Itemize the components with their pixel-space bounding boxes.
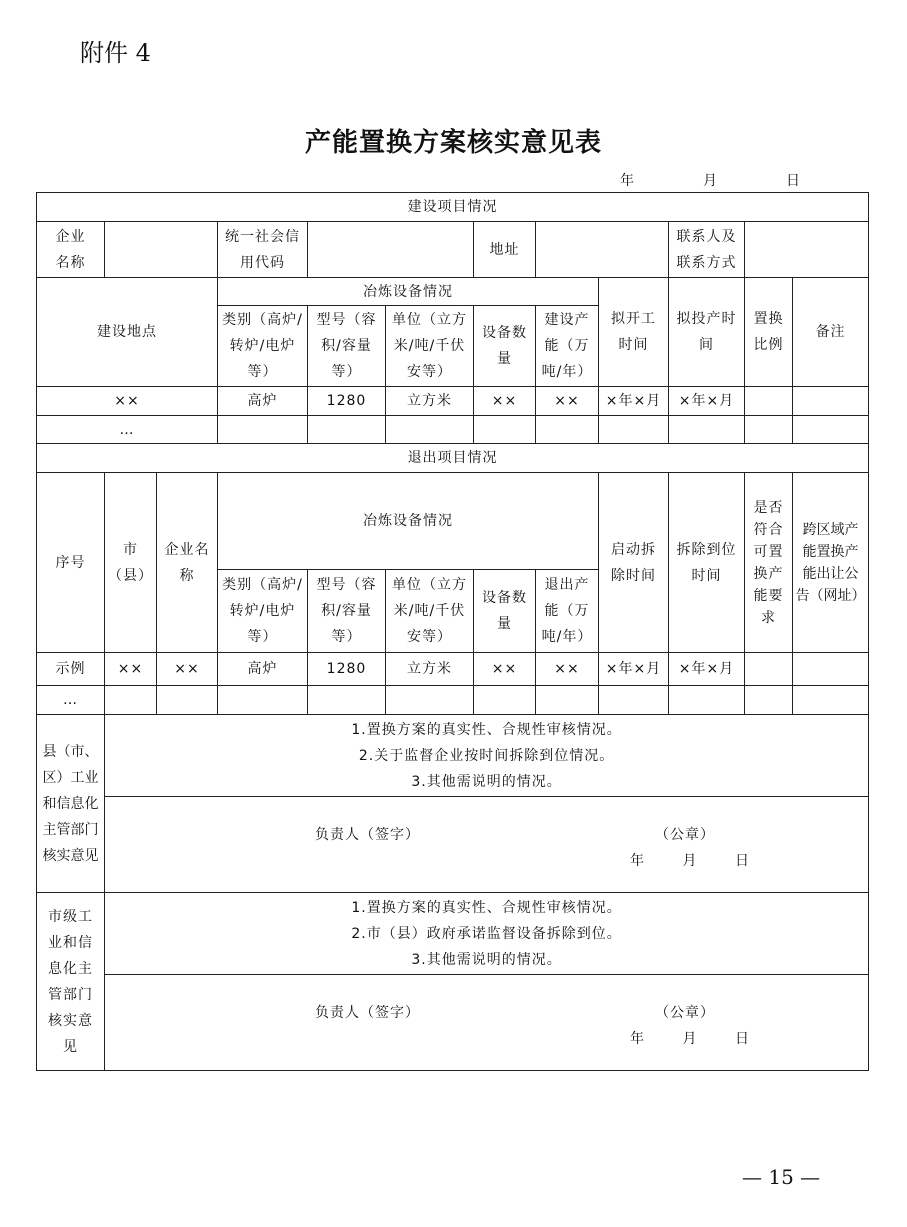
demolish-start-header: 启动拆 除时间 <box>599 473 669 653</box>
type-value: 高炉 <box>218 387 308 416</box>
remark-header: 备注 <box>793 278 869 387</box>
attachment-label: 附件 4 <box>80 39 151 67</box>
county-review-items <box>105 715 869 797</box>
address-value[interactable] <box>536 222 669 278</box>
list-item: 1.置换方案的真实性、合规性审核情况。 <box>351 721 622 738</box>
exit-quantity-header: 设备数 量 <box>474 570 536 653</box>
city-review-items <box>105 893 869 975</box>
company-header: 企业名 称 <box>157 473 218 653</box>
form-date <box>620 170 800 190</box>
meets-requirement-header: 是否 符合 可置 换产 能要 求 <box>745 473 793 653</box>
city-review-label: 市级工 业和信 息化主 管部门 核实意 见 <box>37 893 105 1071</box>
city-seal: （公章） <box>655 1004 715 1021</box>
capacity-value: ×× <box>536 387 599 416</box>
list-item: 1.置换方案的真实性、合规性审核情况。 <box>351 899 622 916</box>
exit-type-header: 类别（高炉/ 转炉/电炉 等） <box>218 570 308 653</box>
date-month: 月 <box>703 173 717 189</box>
list-item: 3.其他需说明的情况。 <box>411 951 562 968</box>
exit-quantity-value: ×× <box>474 653 536 686</box>
ratio-value[interactable] <box>745 387 793 416</box>
quantity-value: ×× <box>474 387 536 416</box>
verification-table <box>36 192 869 1071</box>
table-row <box>37 686 869 715</box>
ellipsis-cell: … <box>37 416 218 444</box>
contact-value[interactable] <box>745 222 869 278</box>
exit-capacity-header: 退出产 能（万 吨/年） <box>536 570 599 653</box>
exit-capacity-value: ×× <box>536 653 599 686</box>
table-row <box>37 653 869 686</box>
date-day: 日 <box>786 173 800 189</box>
type-header: 类别（高炉/ 转炉/电炉 等） <box>218 306 308 387</box>
unit-header: 单位（立方 米/吨/千伏 安等） <box>386 306 474 387</box>
exit-type-value: 高炉 <box>218 653 308 686</box>
credit-code-value[interactable] <box>308 222 474 278</box>
city-signer: 负责人（签字） <box>315 1004 420 1021</box>
exit-section-title: 退出项目情况 <box>37 444 869 473</box>
model-header: 型号（容 积/容量 等） <box>308 306 386 387</box>
demolish-done-header: 拆除到位 时间 <box>669 473 745 653</box>
company-name-value[interactable] <box>105 222 218 278</box>
page-title: 产能置换方案核实意见表 <box>304 128 602 158</box>
city-sign-date: 年 月 日 <box>630 1030 750 1047</box>
contact-label: 联系人及 联系方式 <box>669 222 745 278</box>
list-item: 2.关于监督企业按时间拆除到位情况。 <box>358 747 615 764</box>
capacity-header: 建设产 能（万 吨/年） <box>536 306 599 387</box>
seq-header: 序号 <box>37 473 105 653</box>
cross-region-header: 跨区域产 能置换产 能出让公 告（网址） <box>793 473 869 653</box>
exit-unit-header: 单位（立方 米/吨/千伏 安等） <box>386 570 474 653</box>
table-row <box>37 387 869 416</box>
address-label: 地址 <box>474 222 536 278</box>
start-time-value: ×年×月 <box>599 387 669 416</box>
exit-seq-value: 示例 <box>37 653 105 686</box>
list-item: 3.其他需说明的情况。 <box>411 773 562 790</box>
site-value: ×× <box>37 387 218 416</box>
exit-model-value: 1280 <box>308 653 386 686</box>
exit-demolish-done-value: ×年×月 <box>669 653 745 686</box>
operate-time-value: ×年×月 <box>669 387 745 416</box>
unit-value: 立方米 <box>386 387 474 416</box>
table-row <box>37 416 869 444</box>
construction-section-title: 建设项目情况 <box>37 193 869 222</box>
exit-demolish-start-value: ×年×月 <box>599 653 669 686</box>
county-review-label: 县（市、 区）工业 和信息化 主管部门 核实意见 <box>37 715 105 893</box>
exit-ellipsis-cell: … <box>37 686 105 715</box>
ratio-header: 置换 比例 <box>745 278 793 387</box>
start-time-header: 拟开工 时间 <box>599 278 669 387</box>
quantity-header: 设备数 量 <box>474 306 536 387</box>
exit-city-value: ×× <box>105 653 157 686</box>
city-signature-block[interactable] <box>105 975 869 1071</box>
city-header: 市 （县） <box>105 473 157 653</box>
date-year: 年 <box>620 173 634 189</box>
operate-time-header: 拟投产时 间 <box>669 278 745 387</box>
remark-value[interactable] <box>793 387 869 416</box>
list-item: 2.市（县）政府承诺监督设备拆除到位。 <box>351 925 622 942</box>
county-signer: 负责人（签字） <box>315 826 420 843</box>
county-seal: （公章） <box>655 826 715 843</box>
site-header: 建设地点 <box>37 278 218 387</box>
county-sign-date: 年 月 日 <box>630 852 750 869</box>
equipment-header: 冶炼设备情况 <box>218 278 599 306</box>
page-number: — 15 — <box>742 1165 821 1189</box>
company-name-label: 企业 名称 <box>37 222 105 278</box>
exit-model-header: 型号（容 积/容量 等） <box>308 570 386 653</box>
exit-equipment-header: 冶炼设备情况 <box>218 473 599 570</box>
credit-code-label: 统一社会信 用代码 <box>218 222 308 278</box>
exit-company-value: ×× <box>157 653 218 686</box>
county-signature-block[interactable] <box>105 797 869 893</box>
exit-unit-value: 立方米 <box>386 653 474 686</box>
model-value: 1280 <box>308 387 386 416</box>
